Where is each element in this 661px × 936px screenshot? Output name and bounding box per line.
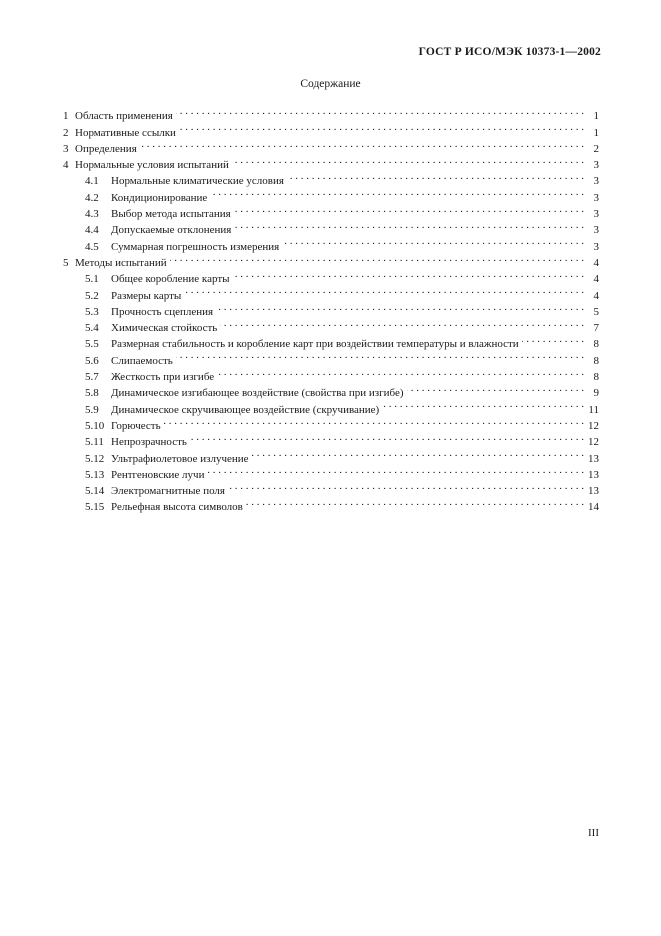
toc-entry-number: 2 <box>63 126 69 139</box>
toc-entry-page: 3 <box>593 224 599 237</box>
toc-entry-label: Определения <box>75 142 137 155</box>
toc-entry-page: 3 <box>593 175 599 188</box>
toc-entry-page: 5 <box>593 305 599 318</box>
toc-leader-dots <box>407 380 584 396</box>
toc-entry-number: 5 <box>63 256 69 269</box>
toc-entry[interactable] <box>63 103 599 123</box>
toc-leader-dots <box>179 119 584 135</box>
toc-leader-dots <box>233 266 584 282</box>
toc-entry-number: 5.2 <box>85 289 99 302</box>
toc-entry-page: 12 <box>588 419 599 432</box>
toc-entry-label: Суммарная погрешность измерения <box>111 240 280 253</box>
toc-entry[interactable] <box>63 152 599 172</box>
toc-entry-label: Химическая стойкость <box>111 322 218 335</box>
toc-entry-number: 5.15 <box>85 501 105 514</box>
toc-entry-number: 5.11 <box>85 436 104 449</box>
toc-entry-page: 3 <box>593 240 599 253</box>
toc-entry-page: 4 <box>593 273 599 286</box>
toc-entry-page: 8 <box>593 371 599 384</box>
toc-entry-page: 8 <box>593 338 599 351</box>
toc-entry-page: 3 <box>593 208 599 221</box>
toc-entry-page: 13 <box>588 468 599 481</box>
toc-leader-dots <box>176 103 584 119</box>
toc-entry-number: 4.1 <box>85 175 99 188</box>
toc-leader-dots <box>234 201 584 217</box>
toc-entry-number: 5.13 <box>85 468 105 481</box>
toc-entry-label: Горючесть <box>111 419 161 432</box>
toc-leader-dots <box>382 396 584 412</box>
toc-entry-label: Динамическое скручивающее воздействие (скручивание) <box>111 403 380 416</box>
toc-entry[interactable] <box>63 136 599 155</box>
toc-entry-number: 4.5 <box>85 240 99 253</box>
toc-leader-dots <box>207 462 584 478</box>
toc-leader-dots <box>232 152 584 168</box>
toc-leader-dots <box>522 331 584 347</box>
toc-entry-number: 4 <box>63 159 69 172</box>
toc-leader-dots <box>190 429 584 445</box>
toc-entry-number: 5.4 <box>85 322 99 335</box>
page-number: III <box>588 827 599 839</box>
toc-entry-label: Рельефная высота символов <box>111 501 243 514</box>
toc-leader-dots <box>220 315 584 331</box>
toc-entry-label: Допускаемые отклонения <box>111 224 232 237</box>
toc-entry-page: 8 <box>593 354 599 367</box>
toc-entry-page: 2 <box>593 142 599 155</box>
toc-entry-page: 3 <box>593 159 599 172</box>
toc-leader-dots <box>282 233 584 249</box>
toc-entry-label: Нормальные условия испытаний <box>75 159 229 172</box>
toc-entry-number: 5.8 <box>85 387 99 400</box>
toc-entry-label: Кондиционирование <box>111 191 208 204</box>
toc-entry-page: 3 <box>593 191 599 204</box>
toc-leader-dots <box>170 250 584 266</box>
toc-leader-dots <box>164 413 584 429</box>
toc-entry-label: Выбор метода испытания <box>111 208 231 221</box>
toc-leader-dots <box>140 136 584 152</box>
toc-entry-number: 5.9 <box>85 403 99 416</box>
toc-entry-label: Методы испытаний <box>75 256 167 269</box>
toc-leader-dots <box>184 282 584 298</box>
toc-entry-page: 1 <box>593 126 599 139</box>
toc-entry-page: 13 <box>588 452 599 465</box>
toc-entry-page: 4 <box>593 256 599 269</box>
toc-entry-label: Нормативные ссылки <box>75 126 176 139</box>
toc-entry-number: 5.6 <box>85 354 99 367</box>
toc-entry-number: 3 <box>63 142 69 155</box>
toc-entry-page: 4 <box>593 289 599 302</box>
document-header: ГОСТ Р ИСО/МЭК 10373-1—2002 <box>418 46 601 58</box>
toc-entry-page: 11 <box>588 403 599 416</box>
toc-entry-label: Размерная стабильность и коробление карт при воздействии температуры и влажности <box>111 338 519 351</box>
toc-leader-dots <box>287 168 584 184</box>
toc-entry-label: Ультрафиолетовое излучение <box>111 452 249 465</box>
toc-entry-number: 5.1 <box>85 273 99 286</box>
toc-leader-dots <box>210 184 584 200</box>
toc-entry-label: Область применения <box>75 110 173 123</box>
toc-leader-dots <box>228 478 584 494</box>
toc-entry-label: Слипаемость <box>111 354 173 367</box>
toc-entry-label: Непрозрачность <box>111 436 187 449</box>
toc-entry-page: 1 <box>593 110 599 123</box>
toc-entry-page: 13 <box>588 485 599 498</box>
toc-entry-number: 5.5 <box>85 338 99 351</box>
toc-entry-label: Рентгеновские лучи <box>111 468 205 481</box>
toc-entry-page: 7 <box>593 322 599 335</box>
toc-entry-label: Общее коробление карты <box>111 273 230 286</box>
toc-entry-label: Прочность сцепления <box>111 305 214 318</box>
toc-entry-page: 9 <box>593 387 599 400</box>
toc-entry-label: Жесткость при изгибе <box>111 371 215 384</box>
toc-entry-page: 14 <box>588 501 599 514</box>
toc-entry-number: 1 <box>63 110 69 123</box>
toc-entry-number: 4.2 <box>85 191 99 204</box>
toc-title: Содержание <box>300 78 361 90</box>
toc-entry-number: 4.3 <box>85 208 99 221</box>
toc-entry-number: 5.3 <box>85 305 99 318</box>
toc-leader-dots <box>217 364 584 380</box>
toc-leader-dots <box>234 217 584 233</box>
toc-entry-number: 5.12 <box>85 452 105 465</box>
toc-entry-label: Нормальные климатические условия <box>111 175 284 188</box>
toc-entry-number: 5.14 <box>85 485 105 498</box>
toc-entry-number: 4.4 <box>85 224 99 237</box>
toc-leader-dots <box>216 299 584 315</box>
toc-entry-label: Динамическое изгибающее воздействие (свойства при изгибе) <box>111 387 404 400</box>
toc-entry-page: 12 <box>588 436 599 449</box>
toc-entry-number: 5.7 <box>85 371 99 384</box>
toc-entry-label: Размеры карты <box>111 289 182 302</box>
toc-leader-dots <box>176 347 584 363</box>
toc-entry-number: 5.10 <box>85 419 105 432</box>
toc-entry-label: Электромагнитные поля <box>111 485 225 498</box>
toc-leader-dots <box>252 445 584 461</box>
toc-leader-dots <box>246 494 584 510</box>
table-of-contents <box>63 103 599 514</box>
